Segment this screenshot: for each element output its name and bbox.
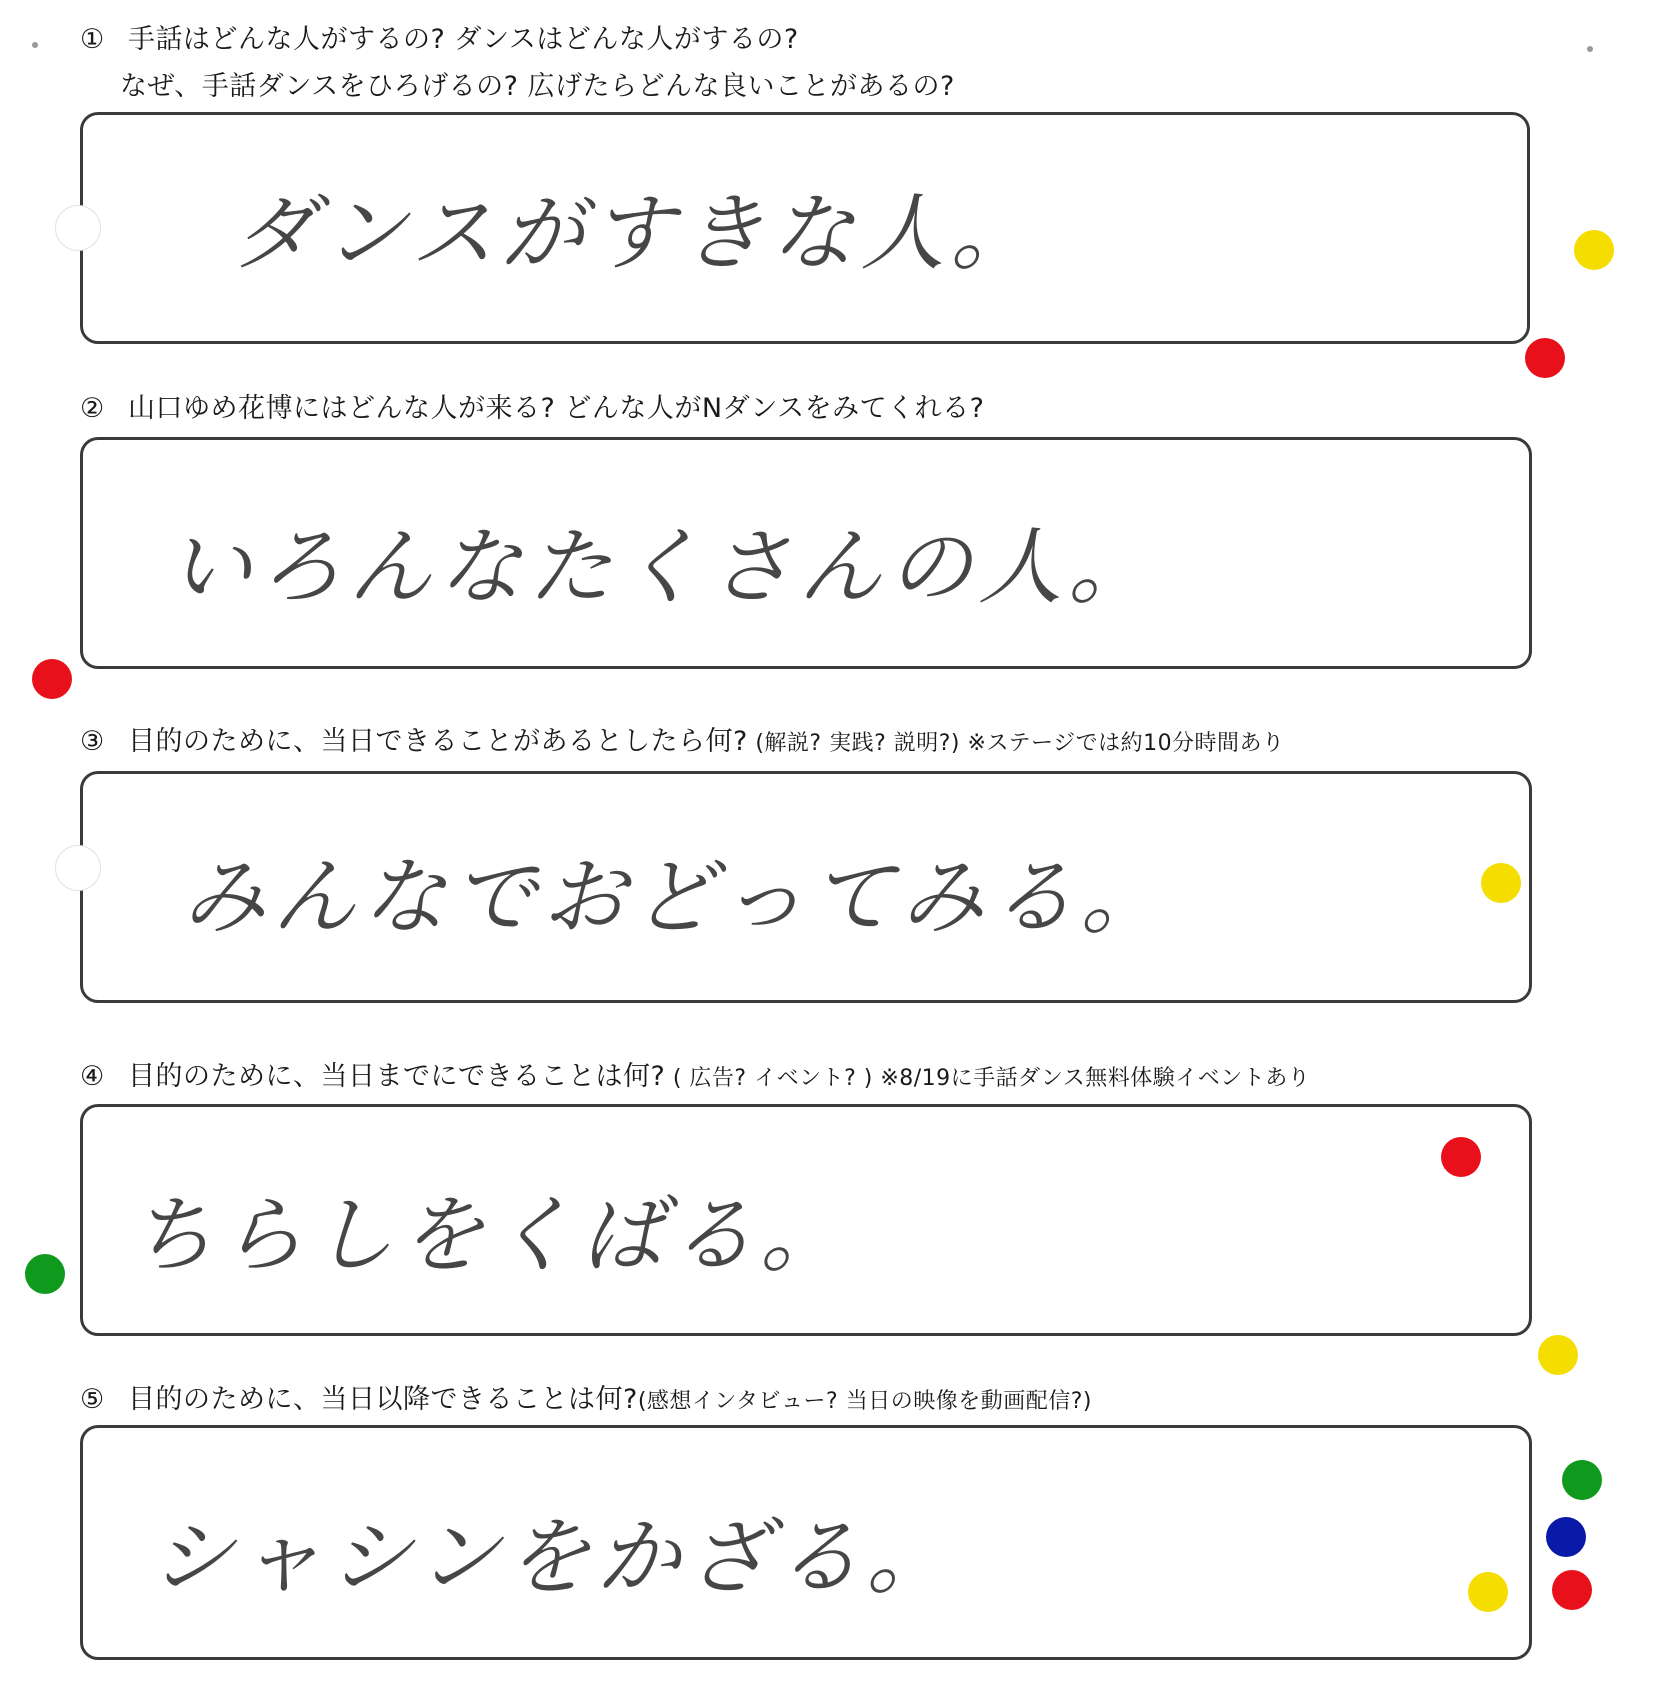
answer-1-handwriting: ダンスがすきな人。 (232, 184, 1041, 282)
binder-hole-top (55, 205, 101, 251)
question-4-text (80, 1053, 1310, 1102)
green-sticker-dot (25, 1254, 65, 1294)
question-5-text (80, 1376, 1092, 1425)
question-5-number: ⑤ (80, 1384, 105, 1415)
answer-3-handwriting: みんなでおどってみる。 (182, 848, 1171, 946)
question-4-number: ④ (80, 1061, 105, 1092)
question-1-text (80, 16, 955, 110)
question-3-note: (解説? 実践? 説明?) ※ステージでは約10分時間あり (747, 731, 1285, 756)
yellow-sticker-dot (1538, 1335, 1578, 1375)
answer-2-handwriting: いろんなたくさんの人。 (168, 518, 1159, 616)
binder-hole-middle (55, 845, 101, 891)
question-3-text (80, 718, 1285, 767)
question-2-number: ② (80, 393, 105, 424)
question-5-line1: 目的のために、当日以降できることは何? (128, 1384, 638, 1415)
yellow-sticker-dot (1468, 1572, 1508, 1612)
question-2-line1: 山口ゆめ花博にはどんな人が来る? どんな人がNダンスをみてくれる? (128, 393, 985, 424)
question-2-text (80, 385, 984, 432)
question-4-note: ( 広告? イベント? ) ※8/19に手話ダンス無料体験イベントあり (665, 1066, 1311, 1091)
yellow-sticker-dot (1481, 863, 1521, 903)
green-sticker-dot (1562, 1460, 1602, 1500)
red-sticker-dot (32, 659, 72, 699)
red-sticker-dot (1525, 338, 1565, 378)
question-5-note: (感想インタビュー? 当日の映像を動画配信?) (637, 1389, 1092, 1414)
answer-5-handwriting: シャシンをかざる。 (150, 1508, 957, 1606)
red-sticker-dot (1552, 1570, 1592, 1610)
blue-sticker-dot (1546, 1517, 1586, 1557)
question-3-number: ③ (80, 726, 105, 757)
yellow-sticker-dot (1574, 230, 1614, 270)
paper-speck (1587, 46, 1593, 52)
question-1-line2: なぜ、手話ダンスをひろげるの? 広げたらどんな良いことがあるの? (120, 71, 955, 102)
answer-4-handwriting: ちらしをくばる。 (130, 1186, 851, 1284)
question-1-number: ① (80, 24, 105, 55)
paper-speck (32, 42, 38, 48)
question-4-line1: 目的のために、当日までにできることは何? (128, 1061, 666, 1092)
question-3-line1: 目的のために、当日できることがあるとしたら何? (128, 726, 748, 757)
question-1-line1: 手話はどんな人がするの? ダンスはどんな人がするの? (128, 24, 799, 55)
red-sticker-dot (1441, 1137, 1481, 1177)
